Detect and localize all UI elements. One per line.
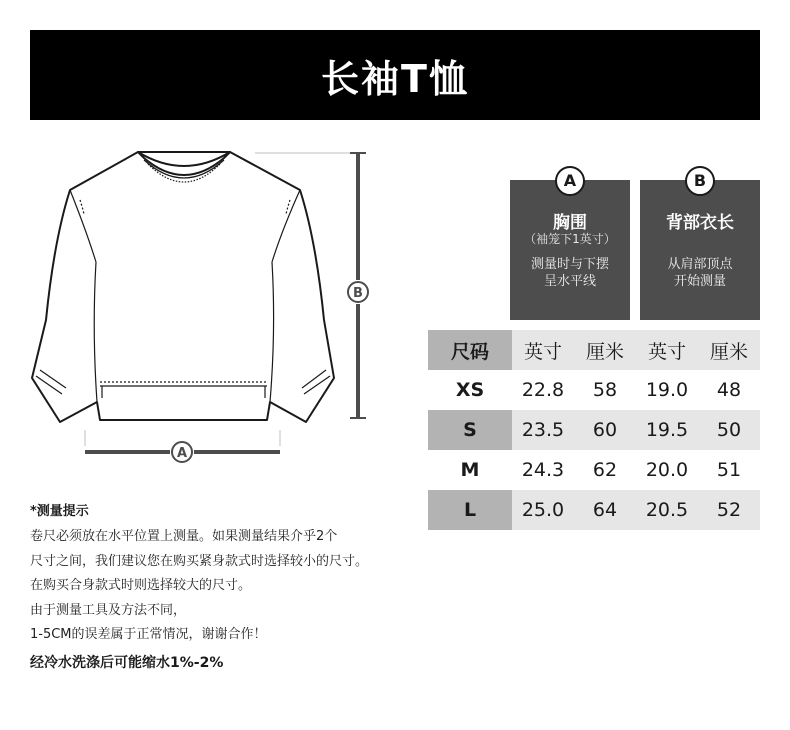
note-line: 1-5CM的误差属于正常情况，谢谢合作！ — [30, 627, 267, 642]
table-cell: 19.5 — [636, 410, 698, 450]
table-cell: 24.3 — [521, 459, 565, 481]
card-b-description — [640, 256, 760, 290]
table-header-cell: 尺码 — [428, 330, 512, 370]
table-cell: 19.0 — [645, 379, 689, 401]
table-cell-size: L — [428, 490, 512, 530]
page-title: 长袖T恤 — [321, 56, 469, 101]
notes-title: *测量提示 — [30, 504, 89, 519]
table-row — [428, 490, 760, 530]
table-header-row — [428, 330, 760, 370]
sweatshirt-diagram — [20, 140, 390, 480]
card-a-desc-line: 呈水平线 — [543, 274, 596, 289]
card-b-badge: B — [685, 166, 715, 196]
card-a-title: 胸围 — [553, 213, 587, 233]
table-row — [428, 410, 760, 450]
card-a-description — [510, 256, 630, 290]
table-header-cell: 英寸 — [636, 330, 698, 370]
measure-card-b — [640, 171, 760, 320]
page-header — [30, 30, 760, 120]
table-header-cell: 英寸 — [512, 330, 574, 370]
note-line: 由于测量工具及方法不同， — [30, 602, 187, 618]
card-b-desc-line: 从肩部顶点 — [667, 257, 733, 272]
table-cell: 22.8 — [521, 379, 565, 401]
table-cell: 20.5 — [636, 490, 698, 530]
table-cell: 58 — [592, 379, 618, 401]
table-cell: 52 — [698, 490, 760, 530]
note-line: 尺寸之间，我们建议您在购买紧身款式时选择较小的尺寸。 — [30, 553, 369, 569]
table-cell-size: S — [428, 410, 512, 450]
card-a-badge: A — [555, 166, 585, 196]
card-b-desc-line: 开始测量 — [673, 274, 726, 289]
table-cell: 51 — [716, 459, 742, 481]
sweatshirt-body-outline — [32, 152, 334, 422]
card-a-desc-line: 测量时与下摆 — [530, 257, 609, 272]
table-cell: 25.0 — [512, 490, 574, 530]
measure-a-label: A — [176, 446, 188, 461]
table-header-cell: 厘米 — [698, 330, 760, 370]
table-cell: 50 — [698, 410, 760, 450]
card-a-subtitle: （袖笼下1英寸） — [524, 232, 616, 246]
table-cell: 62 — [592, 459, 618, 481]
note-line: 在购买合身款式时则选择较大的尺寸。 — [30, 578, 252, 593]
measurement-notes — [30, 500, 410, 672]
table-cell: 60 — [574, 410, 636, 450]
table-cell: 64 — [574, 490, 636, 530]
measure-b-label: B — [353, 286, 363, 301]
table-cell: 20.0 — [645, 459, 689, 481]
size-table — [428, 330, 760, 530]
table-cell-size: M — [428, 450, 512, 490]
table-cell-size: XS — [428, 370, 512, 410]
measure-card-a — [510, 171, 630, 320]
card-b-title: 背部衣长 — [666, 213, 734, 233]
table-row — [428, 450, 760, 490]
table-cell: 48 — [716, 379, 742, 401]
shrink-warning: 经冷水洗涤后可能缩水1%-2% — [30, 654, 224, 671]
table-cell: 23.5 — [512, 410, 574, 450]
table-row — [428, 370, 760, 410]
table-header-cell: 厘米 — [574, 330, 636, 370]
note-line: 卷尺必须放在水平位置上测量。如果测量结果介乎2个 — [30, 529, 338, 544]
